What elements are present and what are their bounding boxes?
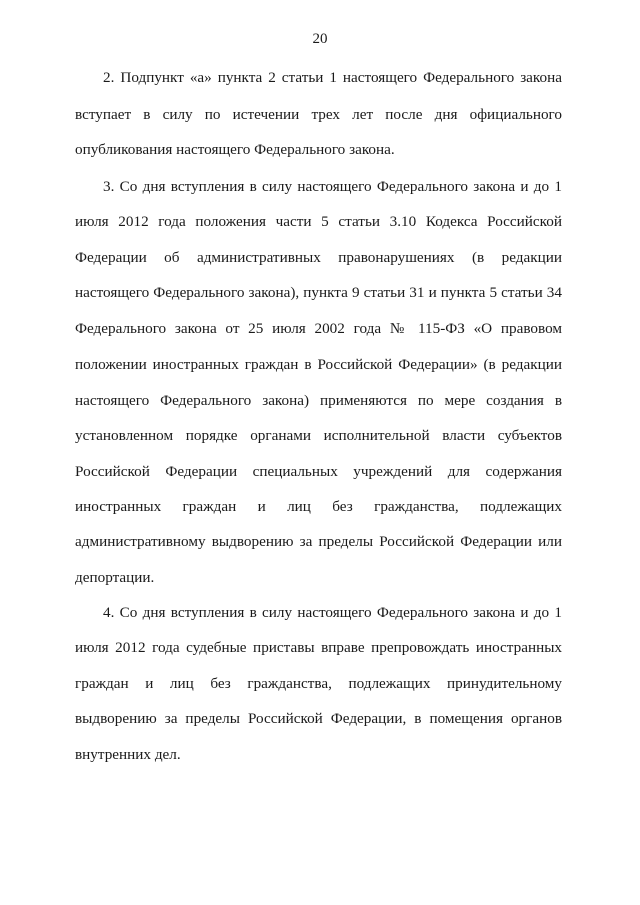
text-line: 3. Со дня вступления в силу настоящего Федерального закона и до 1 bbox=[103, 178, 562, 195]
text-line: настоящего Федерального закона) применяются по мере создания в bbox=[75, 392, 562, 409]
text-line: 2. Подпункт «а» пункта 2 статьи 1 настоящего Федерального закона bbox=[103, 69, 562, 86]
text-line: Российской Федерации специальных учреждений для содержания bbox=[75, 463, 562, 480]
text-line: административному выдворению за пределы Российской Федерации или bbox=[75, 533, 562, 550]
page-number: 20 bbox=[312, 31, 328, 47]
text-line: опубликования настоящего Федерального закона. bbox=[75, 141, 395, 158]
text-line: депортации. bbox=[75, 569, 155, 586]
text-line: Федерации об административных правонарушениях (в редакции bbox=[75, 249, 562, 266]
text-line: июля 2012 года положения части 5 статьи 3.10 Кодекса Российской bbox=[75, 213, 562, 230]
text-line: Федерального закона от 25 июля 2002 года № 115-ФЗ «О правовом bbox=[75, 320, 562, 337]
text-line: 4. Со дня вступления в силу настоящего Федерального закона и до 1 bbox=[103, 604, 562, 621]
text-line: положении иностранных граждан в Российской Федерации» (в редакции bbox=[75, 356, 562, 373]
text-line: выдворению за пределы Российской Федерации, в помещения органов bbox=[75, 710, 562, 727]
text-line: установленном порядке органами исполнительной власти субъектов bbox=[75, 427, 562, 444]
text-line: иностранных граждан и лиц без гражданства, подлежащих bbox=[75, 498, 562, 515]
text-line: настоящего Федерального закона), пункта 9 статьи 31 и пункта 5 статьи 34 bbox=[75, 284, 562, 301]
text-line: июля 2012 года судебные приставы вправе препровождать иностранных bbox=[75, 639, 562, 656]
text-line: внутренних дел. bbox=[75, 746, 181, 763]
text-line: вступает в силу по истечении трех лет после дня официального bbox=[75, 106, 562, 123]
text-line: граждан и лиц без гражданства, подлежащих принудительному bbox=[75, 675, 562, 692]
